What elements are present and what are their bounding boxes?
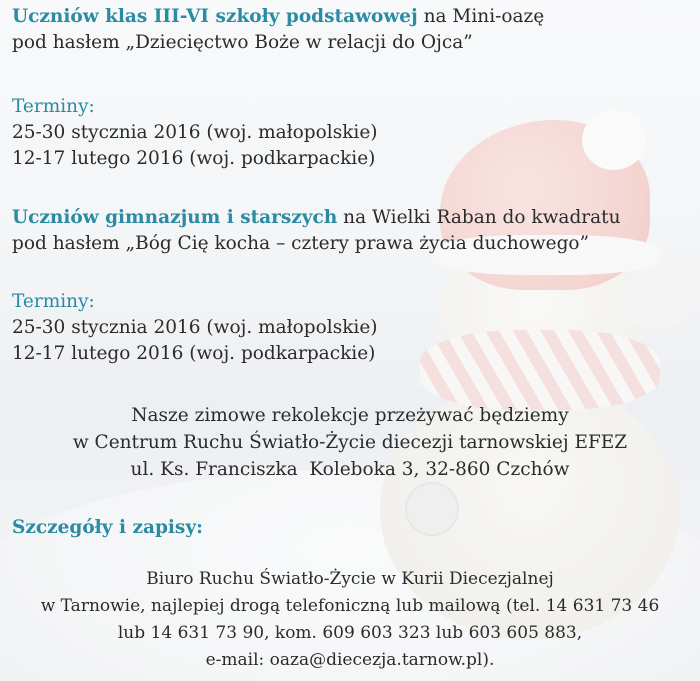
details-heading: Szczegóły i zapisy: bbox=[12, 517, 203, 538]
group2-heading: Uczniów gimnazjum i starszych bbox=[12, 207, 338, 228]
location-line-2: w Centrum Ruchu Światło-Życie diecezji tarnowskiej EFEZ bbox=[72, 432, 628, 453]
details-line-1: Biuro Ruchu Światło-Życie w Kurii Diecezjalnej bbox=[146, 569, 554, 589]
group2-term-1: 25-30 stycznia 2016 (woj. małopolskie) bbox=[12, 317, 378, 338]
group2-terms-label: Terminy: bbox=[12, 291, 95, 312]
group1-term-1: 25-30 stycznia 2016 (woj. małopolskie) bbox=[12, 122, 378, 143]
group1-motto: pod hasłem „Dziecięctwo Boże w relacji do Ojca” bbox=[12, 32, 473, 53]
group1-heading: Uczniów klas III-VI szkoły podstawowej bbox=[12, 6, 418, 27]
location-line-3: ul. Ks. Franciszka Koleboka 3, 32-860 Czchów bbox=[130, 459, 570, 480]
group2-term-2: 12-17 lutego 2016 (woj. podkarpackie) bbox=[12, 343, 376, 364]
group2-heading-line bbox=[12, 205, 621, 231]
group1-heading-line bbox=[12, 4, 544, 30]
group1-term-2: 12-17 lutego 2016 (woj. podkarpackie) bbox=[12, 148, 376, 169]
group2-heading-rest: na Wielki Raban do kwadratu bbox=[337, 207, 621, 228]
group1-terms-label: Terminy: bbox=[12, 96, 95, 117]
group2-motto: pod hasłem „Bóg Cię kocha – cztery prawa życia duchowego” bbox=[12, 233, 590, 254]
details-line-2: w Tarnowie, najlepiej drogą telefoniczną lub mailową (tel. 14 631 73 46 bbox=[40, 596, 660, 616]
location-line-1: Nasze zimowe rekolekcje przeżywać będziemy bbox=[131, 405, 569, 426]
group1-heading-rest: na Mini-oazę bbox=[417, 6, 545, 27]
details-line-4: e-mail: oaza@diecezja.tarnow.pl). bbox=[205, 650, 495, 670]
details-line-3: lub 14 631 73 90, kom. 609 603 323 lub 603 605 883, bbox=[117, 623, 583, 643]
